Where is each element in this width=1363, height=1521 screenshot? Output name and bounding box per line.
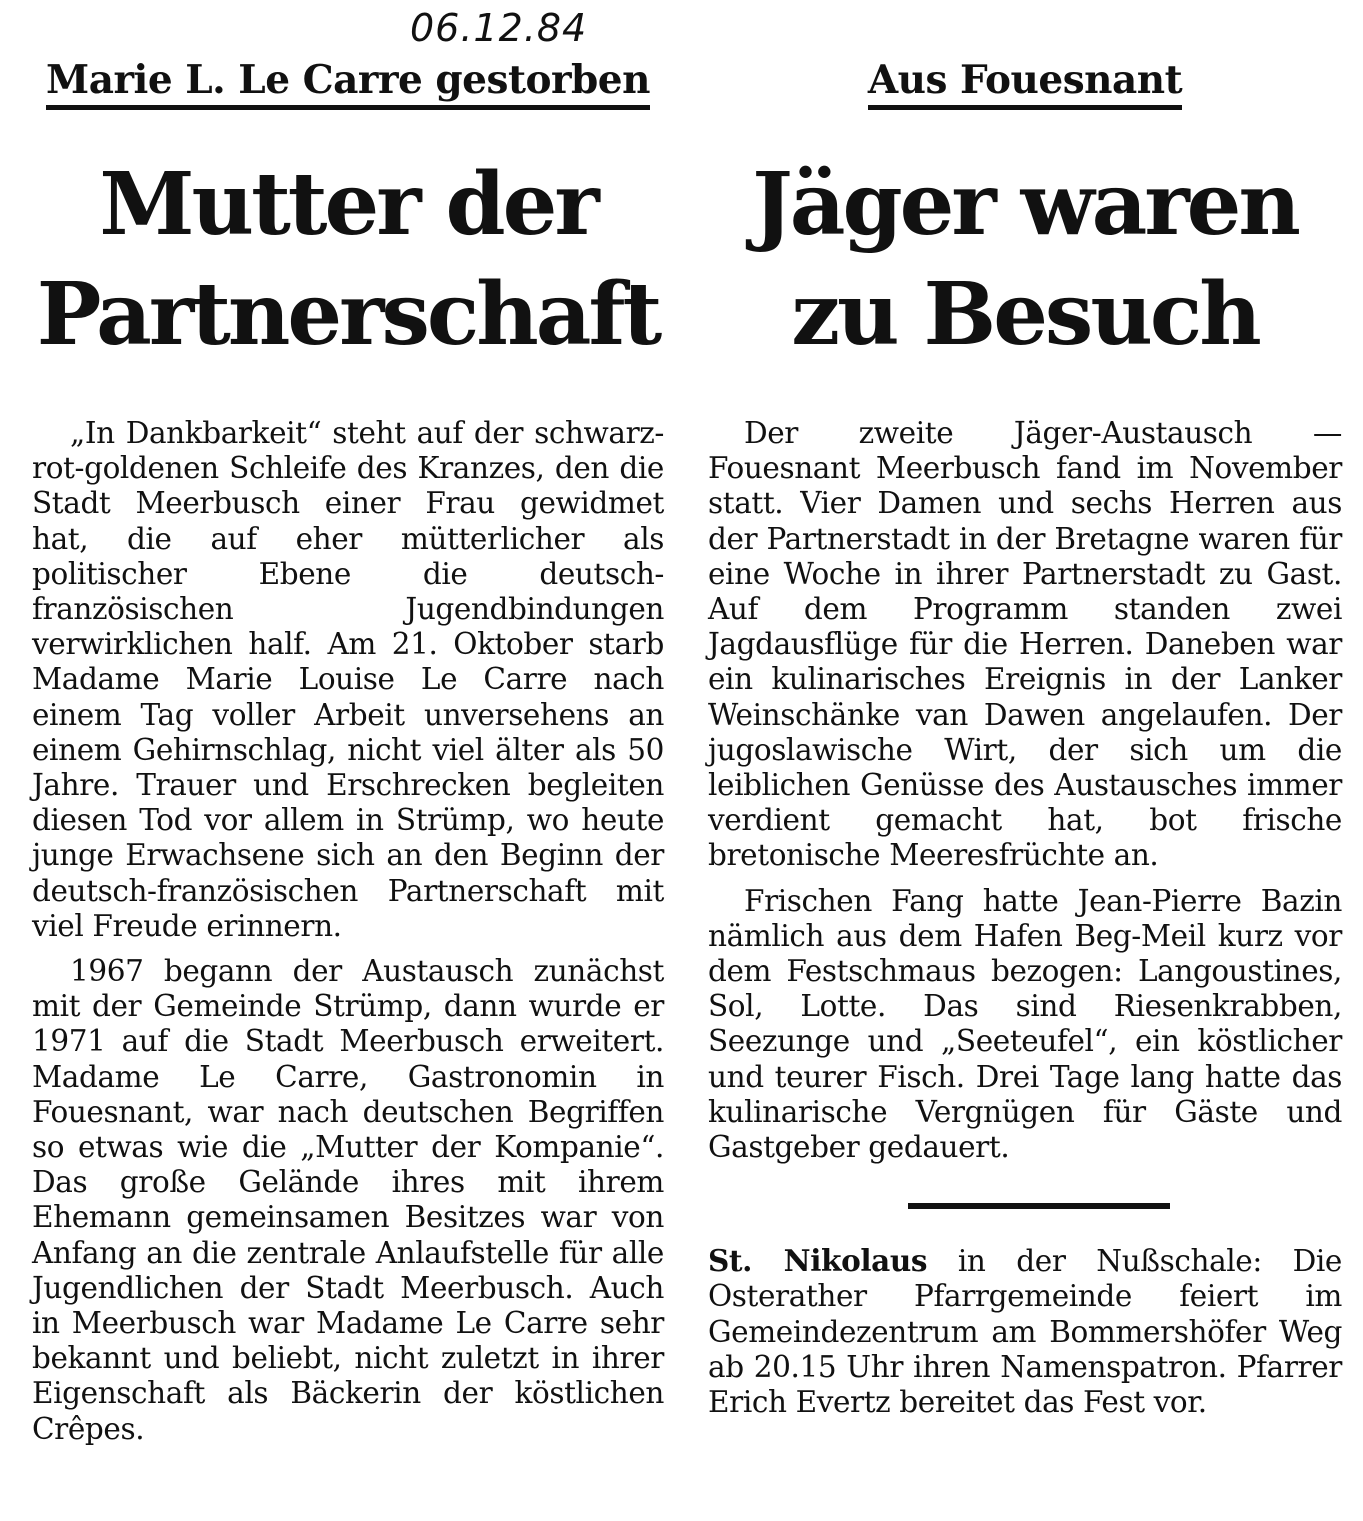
right-headline-line1: Jäger waren [752, 154, 1298, 255]
handwritten-date: 06.12.84 [410, 6, 588, 50]
left-article [32, 50, 664, 1447]
right-headline [708, 150, 1342, 390]
section-divider [908, 1203, 1170, 1209]
brief-text: in der Nußschale: Die Osterather Pfarrgemeinde feiert im Gemeindezentrum am Bommershöfer Weg ab 20.15 Uhr ihren Namenspatron. Pfarrer Erich Evertz bereitet das Fest vor. [708, 1244, 1342, 1420]
left-body [32, 416, 664, 1447]
left-headline-line1: Mutter der [99, 154, 597, 255]
left-kicker: Marie L. Le Carre gestorben [46, 57, 650, 110]
right-body [708, 416, 1342, 1165]
left-headline-line2: Partnerschaft [36, 264, 660, 365]
right-paragraph-1: Der zweite Jäger-Austausch — Fouesnant Meerbusch fand im November statt. Vier Damen und sechs Herren aus der Partnerstadt in der Bretagne waren für eine Woche in ihrer Partnerstadt zu Gast. Auf dem Programm standen zwei Jagdausflüge für die Herren. Daneben war ein kulinarisches Ereignis in der Lanker Weinschänke van Dawen angelaufen. Der jugoslawische Wirt, der sich um die leiblichen Genüsse des Austausches immer verdient gemacht hat, bot frische bretonische Meeresfrüchte an. [708, 416, 1342, 873]
left-paragraph-1: „In Dankbarkeit“ steht auf der schwarz-rot-goldenen Schleife des Kranzes, den die Stadt Meerbusch einer Frau gewidmet hat, die auf eher mütterlicher als politischer Ebene die deutsch-französischen Jugendbindungen verwirklichen half. Am 21. Oktober starb Madame Marie Louise Le Carre nach einem Tag voller Arbeit unversehens an einem Gehirnschlag, nicht viel älter als 50 Jahre. Trauer und Erschrecken begleiten diesen Tod vor allem in Strümp, wo heute junge Erwachsene sich an den Beginn der deutsch-französischen Partnerschaft mit viel Freude erinnern. [32, 416, 664, 943]
right-kicker: Aus Fouesnant [868, 57, 1182, 110]
brief-lead: St. Nikolaus [708, 1243, 928, 1279]
left-kicker-wrap [32, 50, 664, 124]
right-kicker-wrap [708, 50, 1342, 124]
left-headline [32, 150, 664, 390]
right-headline-line2: zu Besuch [791, 264, 1259, 365]
right-article [708, 50, 1342, 1420]
left-paragraph-2: 1967 begann der Austausch zunächst mit der Gemeinde Strümp, dann wurde er 1971 auf die Stadt Meerbusch erweitert. Madame Le Carre, Gastronomin in Fouesnant, war nach deutschen Begriffen so etwas wie die „Mutter der Kompanie“. Das große Gelände ihres mit ihrem Ehemann gemeinsamen Besitzes war von Anfang an die zentrale Anlaufstelle für alle Jugendlichen der Stadt Meerbusch. Auch in Meerbusch war Madame Le Carre sehr bekannt und beliebt, nicht zuletzt in ihrer Eigenschaft als Bäckerin der köstlichen Crêpes. [32, 954, 664, 1446]
right-paragraph-2: Frischen Fang hatte Jean-Pierre Bazin nämlich aus dem Hafen Beg-Meil kurz vor dem Festschmaus bezogen: Langoustines, Sol, Lotte. Das sind Riesenkrabben, Seezunge und „Seeteufel“, ein köstlicher und teurer Fisch. Drei Tage lang hatte das kulinarische Vergnügen für Gäste und Gastgeber gedauert. [708, 883, 1342, 1165]
nikolaus-brief [708, 1243, 1342, 1420]
